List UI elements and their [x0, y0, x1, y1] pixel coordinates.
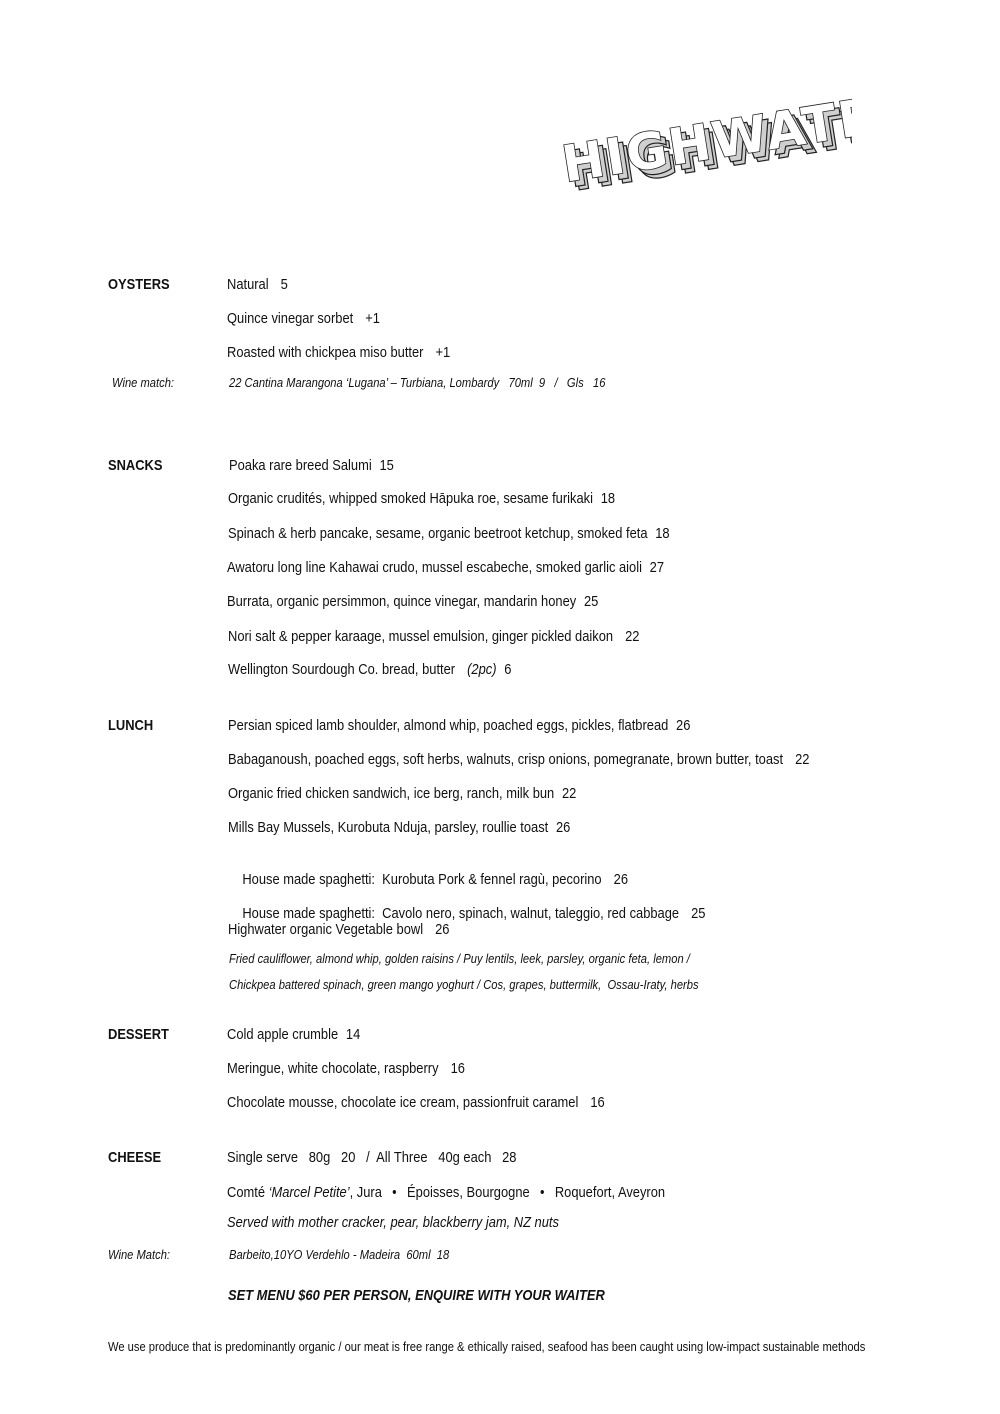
item-price: 18 [600, 490, 616, 507]
vegetable-bowl-description-1: Fried cauliflower, almond whip, golden raisins / Puy lentils, leek, parsley, organic feta, lemon / [229, 951, 690, 966]
item-name: Awatoru long line Kahawai crudo, mussel escabeche, smoked garlic aioli [227, 559, 642, 576]
menu-item [228, 921, 449, 939]
wine-match-label: Wine Match: [108, 1247, 171, 1262]
cheese-2: Époisses, Bourgogne [407, 1184, 530, 1201]
menu-item [227, 593, 598, 611]
item-name: House made spaghetti: Kurobuta Pork & fennel ragù, pecorino [242, 871, 602, 888]
cheese-list [227, 1184, 665, 1202]
highwater-logo-graphic [552, 78, 852, 196]
item-price: +1 [435, 344, 451, 361]
menu-item [229, 457, 394, 475]
item-name: Poaka rare breed Salumi [229, 457, 372, 474]
item-name: Burrata, organic persimmon, quince vinegar, mandarin honey [227, 593, 577, 610]
item-price: 22 [561, 785, 577, 802]
menu-item [228, 661, 511, 679]
cheese-1-prefix: Comté [227, 1184, 269, 1201]
item-price: 22 [795, 751, 810, 768]
section-heading-dessert: DESSERT [108, 1026, 169, 1043]
cheese-served-with: Served with mother cracker, pear, blackberry jam, NZ nuts [227, 1214, 559, 1231]
menu-item [227, 276, 288, 294]
logo-shadow-text: HIGHWATER [567, 89, 852, 196]
section-heading-lunch: LUNCH [108, 717, 154, 734]
item-price: +1 [365, 310, 380, 327]
section-heading-oysters: OYSTERS [108, 276, 170, 293]
item-name: Quince vinegar sorbet [227, 310, 354, 327]
cheese-serve-line: Single serve 80g 20 / All Three 40g each 28 [227, 1149, 517, 1166]
wine-match-text: Barbeito,10YO Verdehlo - Madeira 60ml 18 [229, 1247, 450, 1262]
highwater-logo [552, 78, 852, 196]
item-name: Mills Bay Mussels, Kurobuta Nduja, parsley, roullie toast [228, 819, 549, 836]
item-note: (2pc) [467, 661, 497, 678]
item-price: 26 [555, 819, 571, 836]
wine-match-text: 22 Cantina Marangona ‘Lugana’ – Turbiana, Lombardy 70ml 9 / Gls 16 [229, 375, 606, 390]
menu-item [227, 559, 664, 577]
item-name: House made spaghetti: Cavolo nero, spinach, walnut, taleggio, red cabbage [242, 905, 680, 922]
item-name: Babaganoush, poached eggs, soft herbs, walnuts, crisp onions, pomegranate, brown butter, toast [228, 751, 784, 768]
item-price: 22 [625, 628, 640, 645]
menu-item [227, 344, 450, 362]
item-name: Chocolate mousse, chocolate ice cream, passionfruit caramel [227, 1094, 579, 1111]
wine-match-label: Wine match: [112, 375, 175, 390]
bullet: • [539, 1184, 545, 1201]
menu-item [228, 751, 809, 769]
vegetable-bowl-description-2: Chickpea battered spinach, green mango yoghurt / Cos, grapes, buttermilk, Ossau-Iraty, herbs [229, 977, 699, 992]
section-heading-cheese: CHEESE [108, 1149, 162, 1166]
item-price: 16 [590, 1094, 605, 1111]
logo-text: HIGHWATER [558, 80, 852, 194]
item-price: 6 [504, 661, 512, 678]
menu-item [228, 717, 690, 735]
menu-item [228, 628, 639, 646]
item-name: Organic fried chicken sandwich, ice berg, ranch, milk bun [228, 785, 555, 802]
item-price: 25 [583, 593, 599, 610]
set-menu-notice: SET MENU $60 PER PERSON, ENQUIRE WITH YOUR WAITER [228, 1287, 605, 1304]
menu-item [227, 1094, 605, 1112]
menu-item [228, 525, 670, 543]
item-price: 26 [613, 871, 629, 888]
item-price: 5 [280, 276, 288, 293]
menu-item [228, 490, 615, 508]
item-price: 14 [345, 1026, 361, 1043]
cheese-3: Roquefort, Aveyron [554, 1184, 666, 1201]
item-price: 25 [691, 905, 706, 922]
menu-item [227, 310, 380, 328]
item-name: Cold apple crumble [227, 1026, 339, 1043]
sourcing-footer: We use produce that is predominantly organic / our meat is free range & ethically raised, seafood has been caught using low-impact sustainable methods [108, 1339, 866, 1354]
item-name: Roasted with chickpea miso butter [227, 344, 424, 361]
menu-item [227, 1026, 360, 1044]
item-price: 26 [676, 717, 691, 734]
item-name: Nori salt & pepper karaage, mussel emulsion, ginger pickled daikon [228, 628, 614, 645]
menu-item [228, 785, 576, 803]
item-name: Meringue, white chocolate, raspberry [227, 1060, 439, 1077]
item-price: 15 [379, 457, 394, 474]
bullet: • [392, 1184, 397, 1201]
item-name: Spinach & herb pancake, sesame, organic beetroot ketchup, smoked feta [228, 525, 648, 542]
section-heading-snacks: SNACKS [108, 457, 163, 474]
menu-item [228, 819, 570, 837]
item-price: 18 [655, 525, 670, 542]
item-name: Organic crudités, whipped smoked Hāpuka roe, sesame furikaki [228, 490, 593, 507]
menu-item [227, 1060, 465, 1078]
item-price: 27 [649, 559, 665, 576]
item-price: 26 [435, 921, 450, 938]
item-name: Highwater organic Vegetable bowl [228, 921, 424, 938]
cheese-1-italic: ‘Marcel Petite’ [268, 1184, 350, 1201]
item-name: Natural [227, 276, 269, 293]
item-price: 16 [450, 1060, 465, 1077]
cheese-1-suffix: , Jura [349, 1184, 382, 1201]
item-name: Persian spiced lamb shoulder, almond whip, poached eggs, pickles, flatbread [228, 717, 669, 734]
logo-shadow-text-2: HIGHWATER [564, 85, 852, 196]
item-name: Wellington Sourdough Co. bread, butter [228, 661, 456, 678]
